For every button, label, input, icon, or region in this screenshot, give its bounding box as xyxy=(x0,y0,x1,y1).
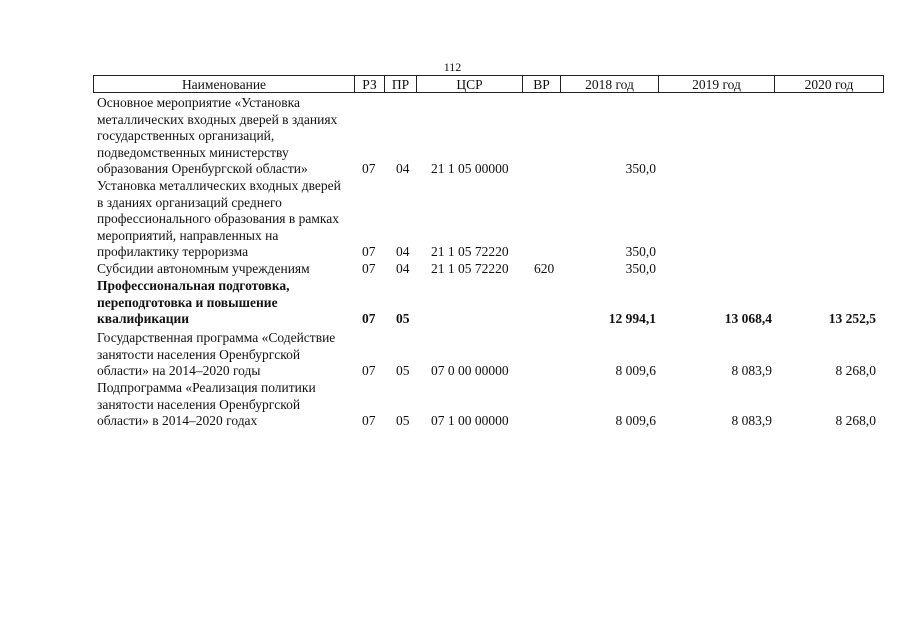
header-pr: ПР xyxy=(385,76,417,92)
row-csr: 07 0 00 00000 xyxy=(431,363,509,378)
row-2020: 8 268,0 xyxy=(835,413,876,428)
row-2018: 8 009,6 xyxy=(615,363,656,378)
row-name: Подпрограмма «Реализация политики занятости населения Оренбургской области» в 2014–2020 годах xyxy=(97,380,316,428)
row-pr: 04 xyxy=(396,261,410,276)
header-rz: РЗ xyxy=(355,76,385,92)
row-name: Установка металлических входных дверей в зданиях организаций среднего профессионального образования в рамках мероприятий, направленных на профилактику терроризма xyxy=(97,178,341,259)
row-rz: 07 xyxy=(362,161,376,176)
row-pr: 04 xyxy=(396,244,410,259)
row-csr: 21 1 05 00000 xyxy=(431,161,509,176)
row-name: Профессиональная подготовка, переподготовка и повышение квалификации xyxy=(97,278,290,326)
row-2020: 13 252,5 xyxy=(828,311,876,326)
row-2018: 350,0 xyxy=(625,261,656,276)
row-name: Основное мероприятие «Установка металлических входных дверей в зданиях государственных организаций, подведомственных министерству образования Оренбургской области» xyxy=(97,95,338,176)
row-csr: 21 1 05 72220 xyxy=(431,261,509,276)
header-csr: ЦСР xyxy=(417,76,523,92)
row-name: Государственная программа «Содействие занятости населения Оренбургской области» на 2014–2020 годы xyxy=(97,330,336,378)
header-name: Наименование xyxy=(94,76,355,92)
row-rz: 07 xyxy=(362,363,376,378)
row-pr: 05 xyxy=(396,413,410,428)
row-2019: 8 083,9 xyxy=(731,363,772,378)
row-name: Субсидии автономным учреждениям xyxy=(97,261,310,276)
header-vr: ВР xyxy=(523,76,561,92)
row-2018: 8 009,6 xyxy=(615,413,656,428)
row-pr: 05 xyxy=(396,311,410,326)
row-rz: 07 xyxy=(362,261,376,276)
row-2019: 8 083,9 xyxy=(731,413,772,428)
header-2020: 2020 год xyxy=(804,77,854,92)
row-rz: 07 xyxy=(362,413,376,428)
row-csr: 21 1 05 72220 xyxy=(431,244,509,259)
row-rz: 07 xyxy=(362,244,376,259)
row-2020: 8 268,0 xyxy=(835,363,876,378)
header-2018: 2018 год xyxy=(561,76,659,92)
row-rz: 07 xyxy=(362,311,376,326)
page-number: 112 xyxy=(443,60,462,74)
row-vr: 620 xyxy=(534,261,555,276)
row-2018: 350,0 xyxy=(625,161,656,176)
row-2018: 12 994,1 xyxy=(608,311,656,326)
table-header xyxy=(93,75,884,93)
row-2019: 13 068,4 xyxy=(724,311,772,326)
row-pr: 04 xyxy=(396,161,410,176)
row-pr: 05 xyxy=(396,363,410,378)
row-csr: 07 1 00 00000 xyxy=(431,413,509,428)
header-2019: 2019 год xyxy=(659,76,775,92)
row-2018: 350,0 xyxy=(625,244,656,259)
